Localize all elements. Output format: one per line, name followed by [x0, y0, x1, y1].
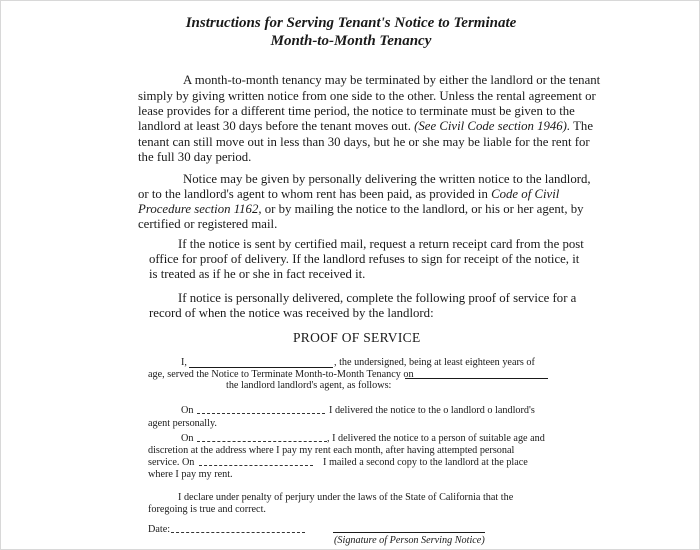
text-line: I mailed a second copy to the landlord at the place	[323, 457, 528, 468]
document-title-line-2: Month-to-Month Tenancy	[270, 33, 432, 49]
substituted-service-date-field[interactable]	[197, 441, 327, 442]
personal-delivery-date-field[interactable]	[197, 413, 325, 414]
text-line: I delivered the notice to the o landlord o landlord's	[329, 405, 535, 416]
text-line: is treated as if he or she in fact received it.	[149, 267, 366, 281]
recipient-options: the landlord landlord's agent, as follows:	[226, 380, 392, 391]
text-line	[138, 187, 559, 203]
text-line: , the undersigned, being at least eighteen years of	[334, 357, 535, 368]
text-line	[138, 202, 584, 218]
mailing-date-field[interactable]	[199, 465, 313, 466]
text-segment: The	[573, 119, 594, 133]
code-reference: Code of Civil	[491, 187, 560, 201]
text-line: simply by giving written notice from one side to the other. Unless the rental agreement or	[138, 89, 596, 103]
service-date-field[interactable]	[405, 377, 548, 379]
text-line: If the notice is sent by certified mail, request a return receipt card from the post	[178, 237, 584, 251]
date-field[interactable]	[171, 532, 305, 533]
text-line: age, served the Notice to Terminate Month-to-Month Tenancy on	[148, 369, 414, 380]
text-segment: landlord at least 30 days before the tenant moves out.	[138, 119, 411, 133]
text-line: office for proof of delivery. If the landlord refuses to sign for receipt of the notice, it	[149, 252, 580, 266]
text-line: agent personally.	[148, 418, 217, 429]
text-segment: or by mailing the notice to the landlord, or his or her agent, by	[264, 202, 584, 216]
on-label: On	[181, 405, 194, 416]
document-title-line-1: Instructions for Serving Tenant's Notice to Terminate	[185, 15, 517, 31]
text-line: A month-to-month tenancy may be terminated by either the landlord or the tenant	[183, 73, 601, 87]
declaration-text: I declare under penalty of perjury under the laws of the State of California that the	[178, 492, 514, 503]
text-line: where I pay my rent.	[148, 469, 233, 480]
text-line: the full 30 day period.	[138, 150, 252, 164]
on-label: On	[181, 433, 194, 444]
proof-of-service-heading: PROOF OF SERVICE	[293, 330, 421, 345]
text-line: , I delivered the notice to a person of suitable age and	[327, 433, 545, 444]
service-on-label: service. On	[148, 457, 195, 468]
date-label: Date:	[148, 524, 171, 535]
text-line: If notice is personally delivered, complete the following proof of service for a	[178, 291, 577, 305]
text-line: record of when the notice was received by the landlord:	[149, 306, 434, 320]
declaration-text: foregoing is true and correct.	[148, 504, 266, 515]
text-line: certified or registered mail.	[138, 217, 278, 231]
signature-field[interactable]	[333, 531, 485, 533]
server-name-label: I,	[181, 357, 187, 368]
signature-caption: (Signature of Person Serving Notice)	[334, 535, 485, 546]
civil-code-reference: (See Civil Code section 1946).	[414, 119, 571, 133]
text-line: discretion at the address where I pay my rent each month, after having attempted personal	[148, 445, 515, 456]
text-line: Notice may be given by personally delivering the written notice to the landlord,	[183, 172, 591, 186]
code-reference: Procedure section 1162,	[138, 202, 262, 216]
text-line: tenant can still move out in less than 30 days, but he or she may be liable for the rent for	[138, 135, 590, 149]
text-segment: or to the landlord's agent to whom rent has been paid, as provided in	[138, 187, 488, 201]
text-line: lease provides for a different time period, the notice to terminate must be given to the	[138, 104, 575, 118]
text-line	[138, 119, 593, 135]
